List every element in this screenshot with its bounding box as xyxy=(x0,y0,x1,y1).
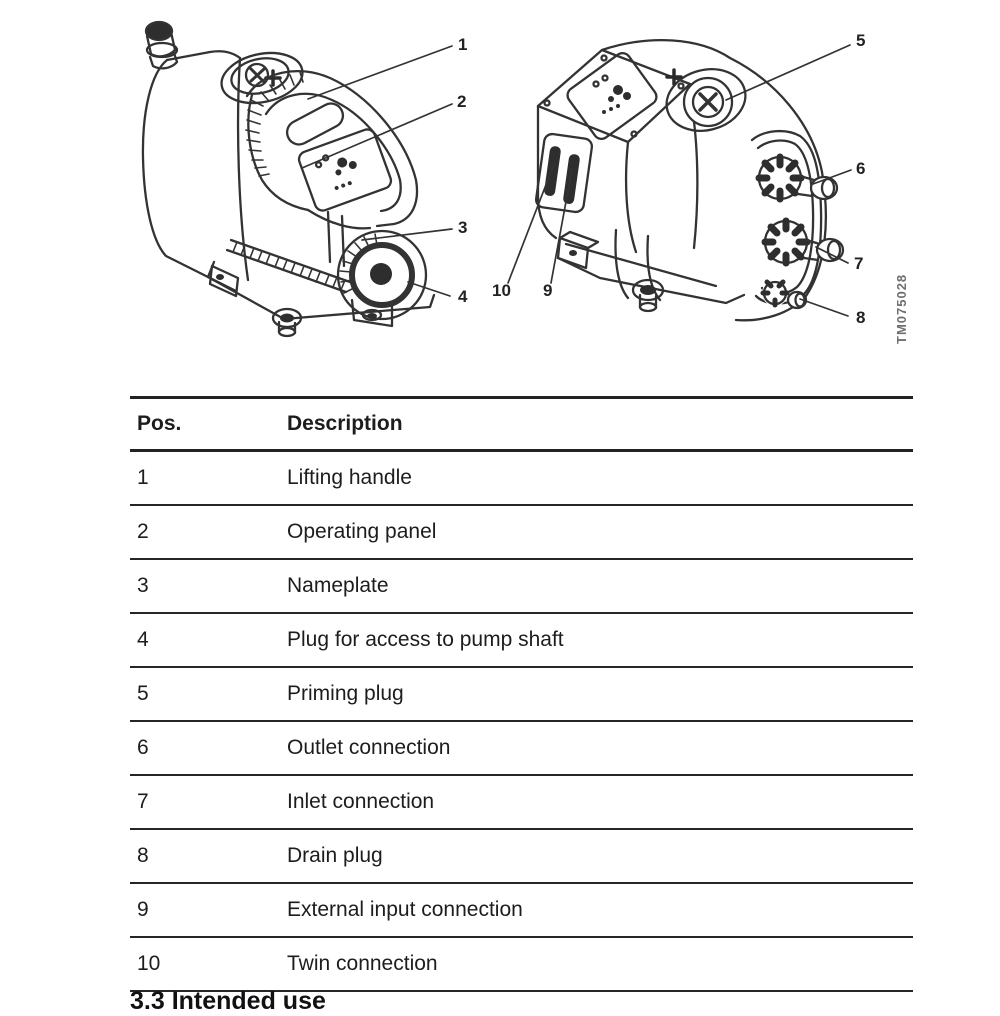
table-row xyxy=(130,938,913,992)
pos-cell: 3 xyxy=(137,574,149,597)
callout-label-10: 10 xyxy=(492,281,511,300)
description-cell: Plug for access to pump shaft xyxy=(287,628,564,651)
col-header-description: Description xyxy=(287,412,403,435)
callout-label-2: 2 xyxy=(457,92,467,111)
pump-back-view xyxy=(508,40,851,320)
callout-label-5: 5 xyxy=(856,31,866,50)
description-cell: Outlet connection xyxy=(287,736,451,759)
table-row xyxy=(130,722,913,776)
description-cell: Operating panel xyxy=(287,520,437,543)
callout-label-7: 7 xyxy=(854,254,864,273)
pos-cell: 1 xyxy=(137,466,149,489)
nameplate-boss xyxy=(338,231,426,319)
top-cap xyxy=(217,46,307,110)
callout-label-6: 6 xyxy=(856,159,866,178)
callout-label-4: 4 xyxy=(458,287,468,306)
pos-cell: 10 xyxy=(137,952,161,975)
outlet-connector xyxy=(757,155,837,201)
table-row xyxy=(130,776,913,830)
table-row xyxy=(130,506,913,560)
description-cell: External input connection xyxy=(287,898,523,921)
description-cell: Nameplate xyxy=(287,574,389,597)
side-connection-slots xyxy=(535,133,593,213)
callout-label-8: 8 xyxy=(856,308,866,327)
pump-diagram-svg xyxy=(0,0,1000,372)
leader-lines-front xyxy=(302,46,452,296)
callout-label-3: 3 xyxy=(458,218,468,237)
pump-front-view xyxy=(143,22,452,336)
inlet-connector xyxy=(763,219,843,265)
callout-label-9: 9 xyxy=(543,281,553,300)
table-row xyxy=(130,452,913,506)
pos-cell: 6 xyxy=(137,736,149,759)
table-row xyxy=(130,614,913,668)
pos-cell: 5 xyxy=(137,682,149,705)
pos-cell: 9 xyxy=(137,898,149,921)
col-header-pos: Pos. xyxy=(137,412,182,435)
drawing-code-label: TM075028 xyxy=(894,273,909,344)
table-header-row xyxy=(130,399,913,452)
table-row xyxy=(130,830,913,884)
lifting-handle xyxy=(247,71,417,226)
pos-cell: 7 xyxy=(137,790,149,813)
description-cell: Twin connection xyxy=(287,952,438,975)
callout-label-1: 1 xyxy=(458,35,468,54)
section-heading: 3.3 Intended use xyxy=(130,987,326,1015)
pos-cell: 4 xyxy=(137,628,149,651)
pump-overview-figure xyxy=(0,0,1000,372)
description-cell: Drain plug xyxy=(287,844,383,867)
description-cell: Priming plug xyxy=(287,682,404,705)
table-row xyxy=(130,884,913,938)
base-plate-back xyxy=(558,232,744,311)
pos-cell: 8 xyxy=(137,844,149,867)
pos-cell: 2 xyxy=(137,520,149,543)
positions-table xyxy=(130,396,913,992)
operating-panel-top xyxy=(564,50,659,142)
description-cell: Lifting handle xyxy=(287,466,412,489)
table-row xyxy=(130,560,913,614)
rear-knob xyxy=(146,22,177,68)
description-cell: Inlet connection xyxy=(287,790,435,813)
table-row xyxy=(130,668,913,722)
